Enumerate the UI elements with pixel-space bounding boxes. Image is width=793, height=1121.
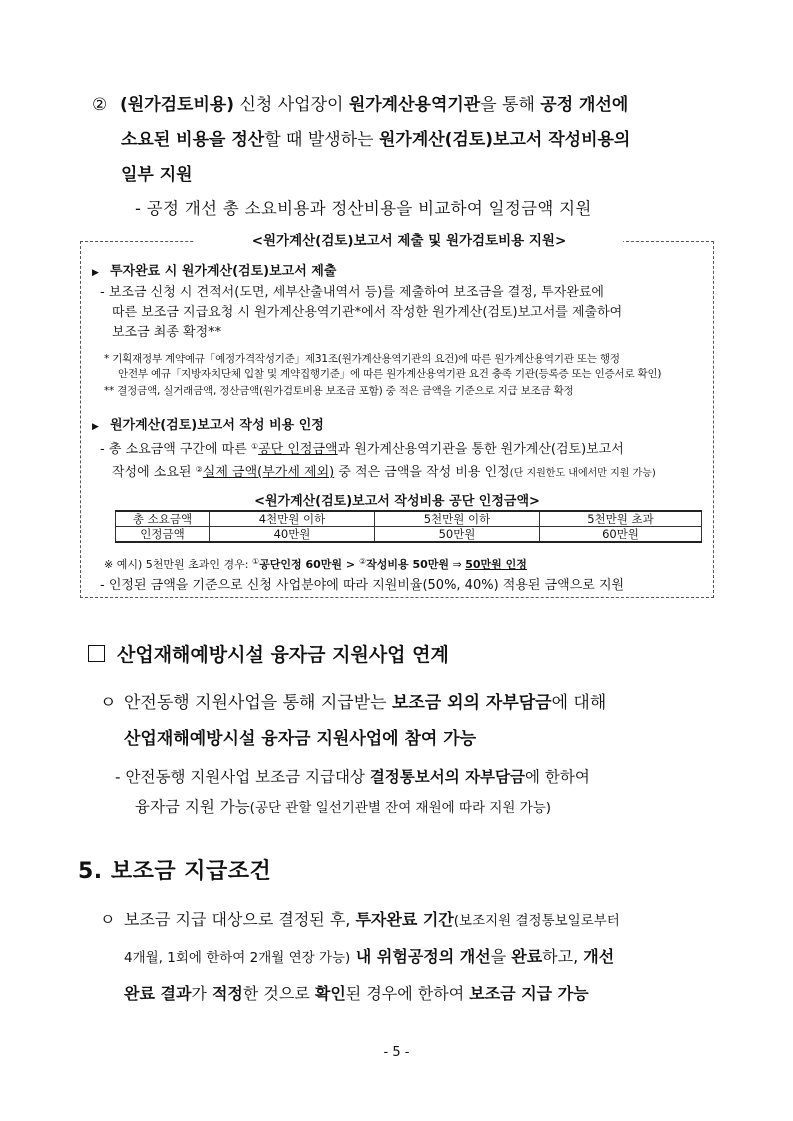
table-row	[116, 527, 702, 543]
cost-table	[115, 510, 702, 543]
table-cell: 총 소요금액	[116, 511, 210, 527]
table-title: <원가계산(검토)보고서 작성비용 공단 인정금액>	[254, 494, 540, 509]
table-cell: 60만원	[540, 527, 702, 543]
section5-paragraph: ㅇ 보조금 지급 대상으로 결정된 후, 투자완료 기간(보조지원 결정통보일로부터 4개월, 1회에 한하여 2개월 연장 가능) 내 위험공정의 개선을 완료하고, 개선 완료 결과가 적정한 것으로 확인된 경우에 한하여 보조금 지급 가능	[100, 910, 620, 1003]
section-dash-paragraph: - 안전동행 지원사업 보조금 지급대상 결정통보서의 자부담금에 한하여 융자금 지원 가능(공단 관할 일선기관별 잔여 재원에 따라 지원 가능)	[115, 768, 590, 816]
page-number: - 5 -	[383, 1045, 410, 1060]
section5-title: 5. 보조금 지급조건	[78, 859, 272, 884]
item2-paragraph: ② (원가검토비용) 신청 사업장이 원가계산용역기관을 통해 공정 개선에 소요된 비용을 정산할 때 발생하는 원가계산(검토)보고서 작성비용의 일부 지원	[92, 88, 732, 193]
item2-dash-line: - 공정 개선 총 소요비용과 정산비용을 비교하여 일정금액 지원	[135, 199, 592, 218]
triangle-bullet-icon: ▶	[92, 422, 99, 432]
table-row	[116, 511, 702, 527]
table-cell: 4천만원 이하	[210, 511, 375, 527]
table-cell: 5천만원 초과	[540, 511, 702, 527]
box-bullet1: ▶ 투자완료 시 원가계산(검토)보고서 제출 - 보조금 신청 시 견적서(도면, 세부산출내역서 등)를 제출하여 보조금을 결정, 투자완료에 따른 보조금 지급요청 시 원가계산용역기관*에서 작성한 원가계산(검토)보고서를 제출하여 보조금 최종 확정**	[92, 264, 623, 340]
item-number: ②	[92, 95, 108, 115]
box-notes: * 기획재정부 계약예규「예정가격작성기준」제31조(원가계산용역기관의 요건)에 따른 원가계산용역기관 또는 행정 안전부 예규「지방자치단체 입찰 및 계약집행기준」에 따른 원가계산용역기관 요건 충족 기관(등록증 또는 인증서로 확인) ** 결정금액, 실거래금액, 정산금액(원가검토비용 보조금 포함) 중 적은 금액을 기준으로 지급 보조금 확정	[104, 353, 662, 397]
table-cell: 50만원	[375, 527, 540, 543]
table-cell: 5천만원 이하	[375, 511, 540, 527]
box-title: <원가계산(검토)보고서 제출 및 원가검토비용 지원>	[195, 229, 623, 249]
example-line: ※ 예시) 5천만원 초과인 경우: ①공단인정 60만원 > ②작성비용 50만원 ⇒ 50만원 인정	[104, 557, 527, 571]
square-bullet-icon	[88, 645, 105, 662]
box-last-line: - 인정된 금액을 기준으로 신청 사업분야에 따라 지원비율(50%, 40%) 적용된 금액으로 지원	[100, 578, 625, 593]
circle-bullet: ㅇ	[100, 693, 117, 713]
table-cell: 40만원	[210, 527, 375, 543]
section-o-paragraph: ㅇ 안전동행 지원사업을 통해 지급받는 보조금 외의 자부담금에 대해 산업재해예방시설 융자금 지원사업에 참여 가능	[100, 685, 720, 757]
table-cell: 인정금액	[116, 527, 210, 543]
box-bullet2: ▶ 원가계산(검토)보고서 작성 비용 인정 - 총 소요금액 구간에 따른 ①공단 인정금액과 원가계산용역기관을 통한 원가계산(검토)보고서 작성에 소요된 ②실제 금액(부가세 제외) 중 적은 금액을 작성 비용 인정(단 지원한도 내에서만 지원 가능)	[92, 418, 656, 480]
triangle-bullet-icon: ▶	[92, 268, 99, 278]
section-heading: 산업재해예방시설 융자금 지원사업 연계	[88, 640, 449, 667]
